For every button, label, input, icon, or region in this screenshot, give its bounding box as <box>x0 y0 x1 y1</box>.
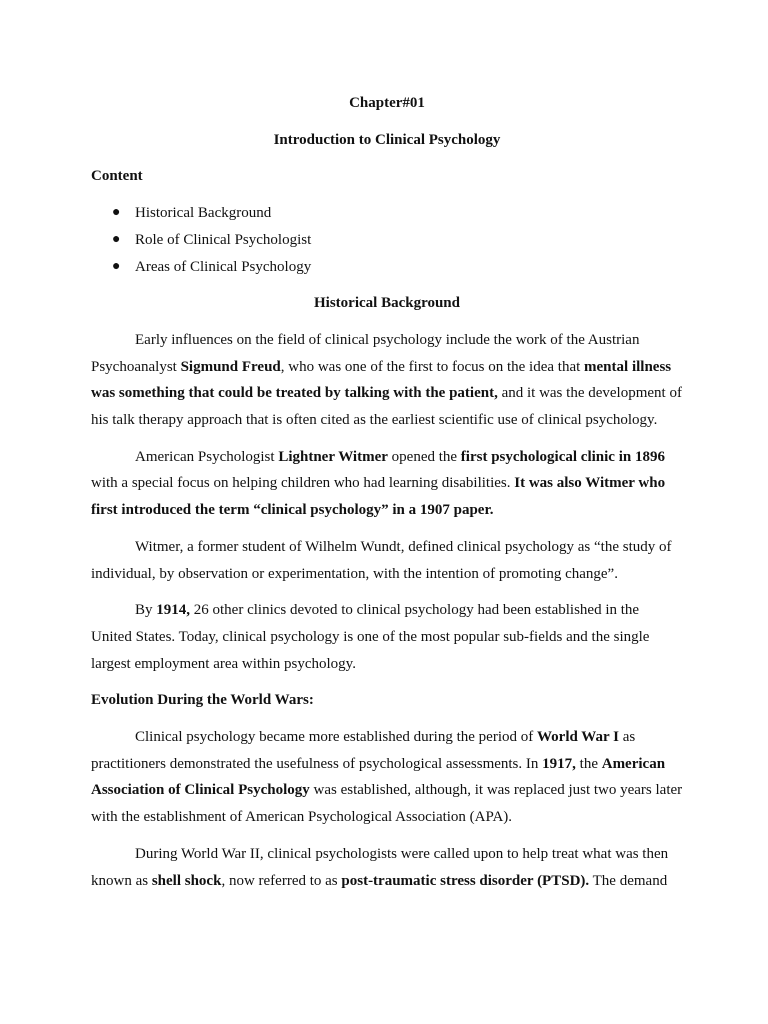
document-page <box>91 90 683 904</box>
bullet-icon: ● <box>112 231 121 247</box>
paragraph-witmer: American Psychologist Lightner Witmer opened the first psychological clinic in 1896 with a special focus on helping children who had learning disabilities. It was also Witmer who first introduced the term “clinical psychology” in a 1907 paper. <box>91 448 666 519</box>
chapter-heading: Chapter#01 <box>349 95 425 111</box>
paragraph-wwi: Clinical psychology became more established during the period of World War I as practitioners demonstrated the usefulness of psychological assessments. In 1917, the American Association of Clinical Psychology was established, although, it was replaced just two years later with the establishment of American Psychological Association (APA). <box>91 729 683 826</box>
paragraph-freud: Early influences on the field of clinical psychology include the work of the Austrian Psychoanalyst Sigmund Freud, who was one of the first to focus on the idea that mental illness was something that could be treated by talking with the patient, and it was the development of his talk therapy approach that is often cited as the earliest scientific use of clinical psychology. <box>91 331 682 429</box>
bullet-icon: ● <box>112 258 121 274</box>
list-item: ● Areas of Clinical Psychology <box>91 254 683 281</box>
list-item: ● Role of Clinical Psychologist <box>91 227 683 254</box>
chapter-title: Introduction to Clinical Psychology <box>273 131 501 148</box>
paragraph-1914: By 1914, 26 other clinics devoted to clinical psychology had been established in the United States. Today, clinical psychology is one of the most popular sub-fields and the single largest employment area within psychology. <box>91 602 650 672</box>
paragraph-wwii: During World War II, clinical psychologists were called upon to help treat what was then known as shell shock, now referred to as post-traumatic stress disorder (PTSD). The demand <box>91 845 669 889</box>
content-label: Content <box>91 168 143 185</box>
paragraph-definition: Witmer, a former student of Wilhelm Wundt, defined clinical psychology as “the study of individual, by observation or experimentation, with the intention of promoting change”. <box>91 538 672 582</box>
subheading-world-wars: Evolution During the World Wars: <box>91 692 314 709</box>
list-item: ● Historical Background <box>91 200 683 227</box>
section-title: Historical Background <box>314 295 460 312</box>
bullet-icon: ● <box>112 205 121 221</box>
content-list <box>91 200 683 280</box>
